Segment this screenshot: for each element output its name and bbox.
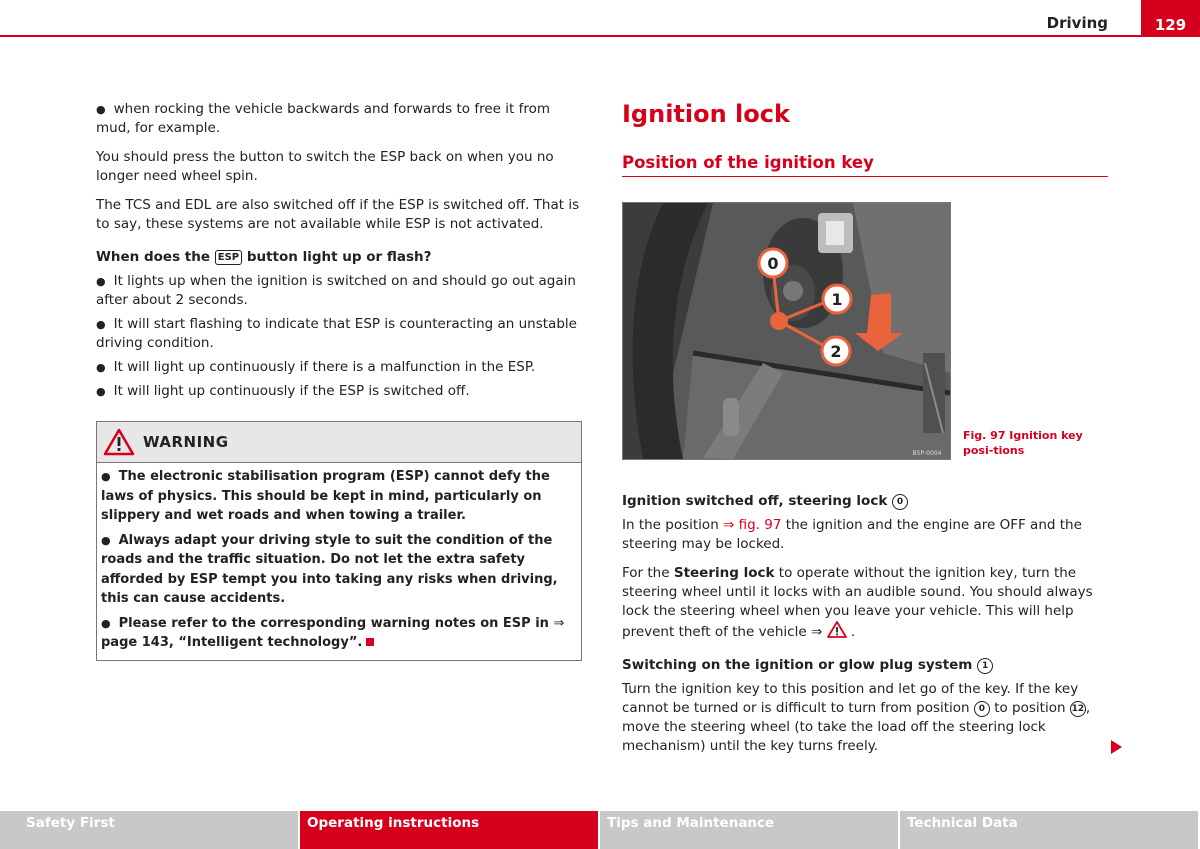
section-title: Ignition lock [622, 100, 790, 128]
header-rule [0, 35, 1200, 37]
warning-item: ● Always adapt your driving style to suit the condition of the roads and the traffic situation. Do not let the extra safety afforded by ESP tempt you into taking any risks when driving, this can cause accidents. [101, 532, 558, 606]
running-header-section: Driving [1046, 14, 1108, 32]
subsection-title: Position of the ignition key [622, 151, 1108, 177]
subheading-ignition-on: Switching on the ignition or glow plug system 1 [622, 656, 1108, 675]
ignition-lock-photo [622, 202, 951, 460]
bullet-icon: ● [96, 361, 106, 374]
paragraph: The TCS and EDL are also switched off if the ESP is switched off. That is to say, these systems are not available while ESP is not activated. [96, 197, 580, 232]
end-marker-icon [366, 638, 374, 646]
bullet-icon: ● [96, 103, 106, 116]
list-item: ● It will start flashing to indicate that ESP is counteracting an unstable driving condition. [96, 316, 577, 351]
ignition-illustration [623, 203, 950, 459]
warning-header [97, 422, 581, 463]
right-column [622, 100, 1108, 766]
tab-operating-instructions[interactable]: Operating instructions [300, 811, 598, 849]
warning-item: ● Please refer to the corresponding warning notes on ESP in ⇒ page 143, “Intelligent technology”. [101, 615, 565, 650]
bullet-icon: ● [96, 385, 106, 398]
list-item [96, 100, 582, 138]
figure-label-1: 1 [831, 290, 843, 309]
figure-code: B5P-0004 [912, 450, 942, 457]
warning-body [97, 463, 581, 660]
tab-safety-first[interactable]: Safety First [0, 811, 298, 849]
footer-nav [0, 811, 1200, 849]
figure-label-0: 0 [767, 254, 779, 273]
see-arrow-icon: ⇒ [810, 624, 823, 640]
list-item: ● It will light up continuously if there is a malfunction in the ESP. [96, 359, 536, 375]
figure [622, 202, 1108, 460]
list-item: ● It lights up when the ignition is switched on and should go out again after about 2 seconds. [96, 273, 576, 308]
warning-item: ● The electronic stabilisation program (ESP) cannot defy the laws of physics. This should be kept in mind, particularly on slippery and wet roads and when towing a trailer. [101, 469, 550, 523]
bullet-icon: ● [101, 470, 111, 483]
bullet-icon: ● [101, 616, 111, 630]
page-number: 129 [1141, 0, 1200, 36]
subheading-ignition-off: Ignition switched off, steering lock 0 [622, 492, 1108, 511]
page-reference-link[interactable]: page 143, “Intelligent technology”. [101, 635, 363, 650]
bullet-icon: ● [96, 318, 106, 331]
warning-triangle-icon[interactable] [827, 621, 847, 638]
esp-button-icon: ESP [215, 250, 242, 265]
question-heading: When does the ESP button light up or flash? [96, 249, 432, 265]
paragraph: Turn the ignition key to this position and let go of the key. If the key cannot be turned or is difficult to turn from position 0 to position 12 , move the steering wheel (to take the load off the steering lock mechanism) until the key turns freely. [622, 681, 1091, 754]
list-item: ● It will light up continuously if the ESP is switched off. [96, 383, 470, 399]
position-badge: 1 [977, 658, 993, 674]
paragraph: In the position ⇒ fig. 97 the ignition and the engine are OFF and the steering may be locked. [622, 517, 1082, 552]
position-badge: 12 [1070, 701, 1086, 717]
left-column [96, 100, 582, 661]
tab-tips-and-maintenance[interactable]: Tips and Maintenance [600, 811, 898, 849]
bullet-icon: ● [96, 275, 106, 288]
bullet-text: when rocking the vehicle backwards and forwards to free it from mud, for example. [96, 101, 550, 136]
position-badge: 0 [892, 494, 908, 510]
tab-technical-data[interactable]: Technical Data [900, 811, 1198, 849]
paragraph: For the Steering lock to operate without the ignition key, turn the steering wheel until it locks with an audible sound. You should always lock the steering wheel when you leave your vehicle. This will help prevent theft of the vehicle ⇒ . [622, 565, 1093, 640]
see-arrow-icon: ⇒ [553, 615, 565, 631]
position-badge: 0 [974, 701, 990, 717]
warning-triangle-icon [103, 428, 135, 456]
warning-box [96, 421, 582, 661]
continue-arrow-icon[interactable] [1111, 740, 1122, 754]
figure-label-2: 2 [830, 342, 842, 361]
paragraph: You should press the button to switch the ESP back on when you no longer need wheel spin. [96, 149, 554, 184]
figure-reference-link[interactable]: ⇒ fig. 97 [723, 517, 782, 533]
figure-caption: Fig. 97 Ignition key posi-tions [963, 429, 1083, 457]
bullet-icon: ● [101, 533, 111, 547]
warning-title: WARNING [143, 432, 229, 451]
